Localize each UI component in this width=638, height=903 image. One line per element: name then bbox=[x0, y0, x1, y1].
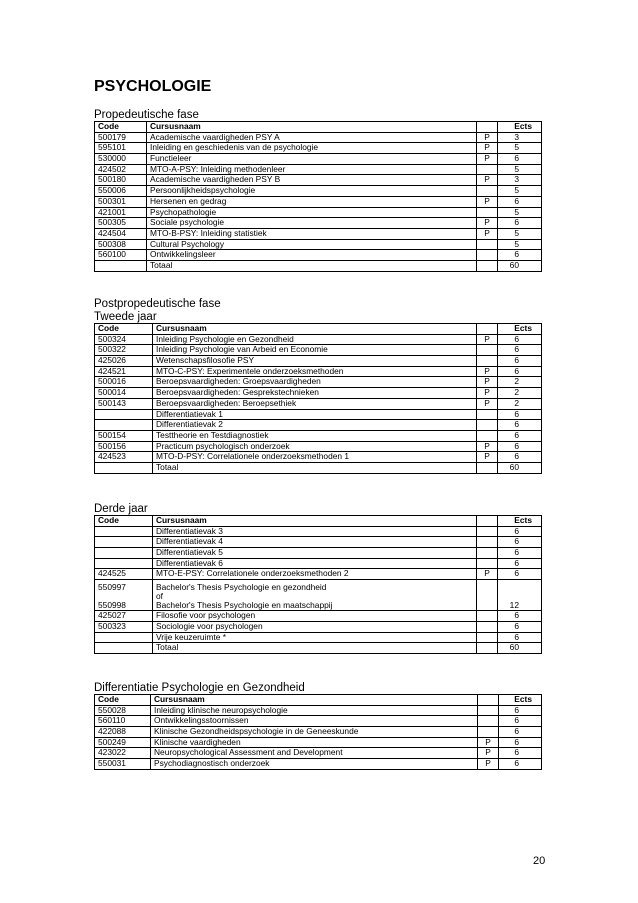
column-header-code: Code bbox=[95, 324, 153, 335]
section-title-tweede-jaar: Postpropedeutische fase bbox=[94, 298, 221, 310]
course-code: 560110 bbox=[95, 716, 151, 727]
course-name: Beroepsvaardigheden: Gesprekstechnieken bbox=[153, 388, 477, 399]
course-code bbox=[95, 537, 153, 548]
table-row bbox=[95, 632, 542, 643]
course-name: Totaal bbox=[153, 643, 477, 654]
table-row bbox=[95, 366, 542, 377]
table-row bbox=[95, 526, 542, 537]
course-code bbox=[95, 462, 153, 473]
course-table-differentiatie bbox=[94, 694, 542, 770]
course-code: 500301 bbox=[95, 196, 147, 207]
ects-value: 6 bbox=[498, 526, 542, 537]
table-row bbox=[95, 388, 542, 399]
course-code bbox=[95, 558, 153, 569]
course-code: 424504 bbox=[95, 228, 147, 239]
course-code: 500180 bbox=[95, 175, 147, 186]
page-number: 20 bbox=[533, 855, 546, 867]
course-code bbox=[95, 260, 147, 271]
ects-value: 6 bbox=[498, 334, 542, 345]
ects-value: 3 bbox=[498, 132, 542, 143]
propedeuse-marker: P bbox=[477, 377, 498, 388]
table-row bbox=[95, 462, 542, 473]
course-code: 500156 bbox=[95, 441, 153, 452]
ects-value: 6 bbox=[498, 452, 542, 463]
ects-value: 2 bbox=[498, 398, 542, 409]
course-name: Sociologie voor psychologen bbox=[153, 621, 477, 632]
ects-value: 6 bbox=[498, 548, 542, 559]
table-row bbox=[95, 621, 542, 632]
ects-value: 6 bbox=[499, 759, 542, 770]
column-header-p bbox=[478, 695, 499, 706]
propedeuse-marker bbox=[477, 239, 498, 250]
course-name: Differentiatievak 4 bbox=[153, 537, 477, 548]
table-row bbox=[95, 420, 542, 431]
course-name: Beroepsvaardigheden: Beroepsethiek bbox=[153, 398, 477, 409]
table-row bbox=[95, 737, 542, 748]
ects-value: 6 bbox=[498, 558, 542, 569]
ects-value: 6 bbox=[498, 420, 542, 431]
course-name: Bachelor's Thesis Psychologie en gezondheid of Bachelor's Thesis Psychologie en maatschappij bbox=[153, 580, 477, 611]
course-name: Differentiatievak 1 bbox=[153, 409, 477, 420]
table-row bbox=[95, 196, 542, 207]
course-code: 560100 bbox=[95, 250, 147, 261]
propedeuse-marker: P bbox=[478, 759, 499, 770]
course-code: 500249 bbox=[95, 737, 151, 748]
propedeuse-marker bbox=[477, 186, 498, 197]
course-code: 425026 bbox=[95, 356, 153, 367]
ects-value: 6 bbox=[499, 727, 542, 738]
column-header-ects: Ects bbox=[499, 695, 542, 706]
course-name: Sociale psychologie bbox=[147, 218, 477, 229]
column-header-name: Cursusnaam bbox=[153, 324, 477, 335]
table-row bbox=[95, 452, 542, 463]
course-name: Neuropsychological Assessment and Development bbox=[151, 748, 478, 759]
course-name: MTO-A-PSY: Inleiding methodenleer bbox=[147, 164, 477, 175]
course-code: 595101 bbox=[95, 143, 147, 154]
course-name: Differentiatievak 2 bbox=[153, 420, 477, 431]
ects-value: 6 bbox=[498, 621, 542, 632]
ects-value: 5 bbox=[498, 186, 542, 197]
section-title-derde-jaar: Derde jaar bbox=[94, 503, 148, 515]
table-row bbox=[95, 727, 542, 738]
course-name: Persoonlijkheidspsychologie bbox=[147, 186, 477, 197]
course-code: 500154 bbox=[95, 430, 153, 441]
course-name: Academische vaardigheden PSY B bbox=[147, 175, 477, 186]
propedeuse-marker bbox=[477, 164, 498, 175]
column-header-p bbox=[477, 122, 498, 133]
propedeuse-marker bbox=[477, 356, 498, 367]
ects-value: 6 bbox=[499, 705, 542, 716]
ects-value: 6 bbox=[498, 366, 542, 377]
ects-value: 3 bbox=[498, 175, 542, 186]
course-code bbox=[95, 420, 153, 431]
propedeuse-marker bbox=[477, 409, 498, 420]
course-code: 500323 bbox=[95, 621, 153, 632]
ects-value: 12 bbox=[498, 580, 542, 611]
propedeuse-marker: P bbox=[477, 441, 498, 452]
table-row bbox=[95, 705, 542, 716]
section-title-propedeuse: Propedeutische fase bbox=[94, 109, 199, 121]
propedeuse-marker: P bbox=[477, 452, 498, 463]
course-name: Ontwikkelingsstoornissen bbox=[151, 716, 478, 727]
table-header-row bbox=[95, 324, 542, 335]
course-name: Differentiatievak 3 bbox=[153, 526, 477, 537]
course-name: MTO-D-PSY: Correlationele onderzoeksmethoden 1 bbox=[153, 452, 477, 463]
course-code: 500308 bbox=[95, 239, 147, 250]
ects-value: 5 bbox=[498, 164, 542, 175]
table-row bbox=[95, 228, 542, 239]
propedeuse-marker: P bbox=[477, 569, 498, 580]
ects-value: 6 bbox=[498, 611, 542, 622]
course-code bbox=[95, 548, 153, 559]
propedeuse-marker bbox=[478, 716, 499, 727]
course-code bbox=[95, 632, 153, 643]
propedeuse-marker: P bbox=[477, 132, 498, 143]
course-name: Functieleer bbox=[147, 154, 477, 165]
course-code: 421001 bbox=[95, 207, 147, 218]
ects-value: 6 bbox=[499, 737, 542, 748]
table-row bbox=[95, 409, 542, 420]
propedeuse-marker bbox=[477, 420, 498, 431]
course-code: 423022 bbox=[95, 748, 151, 759]
section-title-differentiatie: Differentiatie Psychologie en Gezondheid bbox=[94, 682, 305, 694]
propedeuse-marker bbox=[477, 207, 498, 218]
course-name: Inleiding Psychologie en Gezondheid bbox=[153, 334, 477, 345]
column-header-name: Cursusnaam bbox=[153, 516, 477, 527]
column-header-name: Cursusnaam bbox=[147, 122, 477, 133]
table-row bbox=[95, 132, 542, 143]
propedeuse-marker bbox=[478, 727, 499, 738]
table-row bbox=[95, 345, 542, 356]
course-name: MTO-C-PSY: Experimentele onderzoeksmethoden bbox=[153, 366, 477, 377]
propedeuse-marker: P bbox=[478, 748, 499, 759]
course-name: Filosofie voor psychologen bbox=[153, 611, 477, 622]
course-code: 500143 bbox=[95, 398, 153, 409]
table-row bbox=[95, 250, 542, 261]
propedeuse-marker: P bbox=[477, 398, 498, 409]
table-row bbox=[95, 334, 542, 345]
table-row bbox=[95, 377, 542, 388]
propedeuse-marker bbox=[477, 260, 498, 271]
course-code: 550031 bbox=[95, 759, 151, 770]
table-row bbox=[95, 441, 542, 452]
course-name: MTO-B-PSY: Inleiding statistiek bbox=[147, 228, 477, 239]
table-row bbox=[95, 537, 542, 548]
course-code: 424502 bbox=[95, 164, 147, 175]
course-name: Totaal bbox=[153, 462, 477, 473]
table-row bbox=[95, 759, 542, 770]
course-name: Vrije keuzeruimte * bbox=[153, 632, 477, 643]
propedeuse-marker bbox=[477, 548, 498, 559]
course-code bbox=[95, 409, 153, 420]
propedeuse-marker: P bbox=[477, 196, 498, 207]
propedeuse-marker bbox=[477, 537, 498, 548]
ects-value: 6 bbox=[499, 716, 542, 727]
propedeuse-marker: P bbox=[477, 334, 498, 345]
ects-value: 5 bbox=[498, 239, 542, 250]
column-header-p bbox=[477, 324, 498, 335]
column-header-ects: Ects bbox=[498, 324, 542, 335]
ects-value: 60 bbox=[498, 260, 542, 271]
ects-value: 6 bbox=[498, 196, 542, 207]
course-code: 530000 bbox=[95, 154, 147, 165]
course-code: 500179 bbox=[95, 132, 147, 143]
course-name: Beroepsvaardigheden: Groepsvaardigheden bbox=[153, 377, 477, 388]
ects-value: 6 bbox=[498, 430, 542, 441]
column-header-name: Cursusnaam bbox=[151, 695, 478, 706]
propedeuse-marker bbox=[477, 430, 498, 441]
ects-value: 6 bbox=[498, 632, 542, 643]
ects-value: 60 bbox=[498, 462, 542, 473]
course-name: MTO-E-PSY: Correlationele onderzoeksmethoden 2 bbox=[153, 569, 477, 580]
ects-value: 2 bbox=[498, 377, 542, 388]
course-name: Hersenen en gedrag bbox=[147, 196, 477, 207]
ects-value: 6 bbox=[498, 441, 542, 452]
table-row bbox=[95, 748, 542, 759]
propedeuse-marker bbox=[477, 643, 498, 654]
ects-value: 6 bbox=[498, 154, 542, 165]
course-name: Psychodiagnostisch onderzoek bbox=[151, 759, 478, 770]
course-name: Inleiding klinische neuropsychologie bbox=[151, 705, 478, 716]
table-row bbox=[95, 260, 542, 271]
course-code: 424523 bbox=[95, 452, 153, 463]
course-code: 424525 bbox=[95, 569, 153, 580]
ects-value: 6 bbox=[498, 356, 542, 367]
table-row bbox=[95, 398, 542, 409]
propedeuse-marker bbox=[477, 250, 498, 261]
ects-value: 6 bbox=[498, 218, 542, 229]
propedeuse-marker: P bbox=[477, 228, 498, 239]
course-name: Psychopathologie bbox=[147, 207, 477, 218]
column-header-code: Code bbox=[95, 516, 153, 527]
ects-value: 60 bbox=[498, 643, 542, 654]
course-table-tweede-jaar bbox=[94, 323, 542, 474]
ects-value: 6 bbox=[499, 748, 542, 759]
course-name: Klinische Gezondheidspsychologie in de Geneeskunde bbox=[151, 727, 478, 738]
ects-value: 6 bbox=[498, 409, 542, 420]
table-header-row bbox=[95, 516, 542, 527]
propedeuse-marker bbox=[477, 462, 498, 473]
course-code: 500305 bbox=[95, 218, 147, 229]
course-name: Inleiding Psychologie van Arbeid en Economie bbox=[153, 345, 477, 356]
table-row bbox=[95, 558, 542, 569]
course-name: Klinische vaardigheden bbox=[151, 737, 478, 748]
course-code: 425027 bbox=[95, 611, 153, 622]
course-code: 500322 bbox=[95, 345, 153, 356]
propedeuse-marker bbox=[477, 558, 498, 569]
course-name: Differentiatievak 6 bbox=[153, 558, 477, 569]
table-row bbox=[95, 430, 542, 441]
table-row bbox=[95, 143, 542, 154]
ects-value: 2 bbox=[498, 388, 542, 399]
table-row bbox=[95, 611, 542, 622]
ects-value: 5 bbox=[498, 207, 542, 218]
section-title-tweede-jaar-1: Tweede jaar bbox=[94, 311, 157, 323]
ects-value: 5 bbox=[498, 143, 542, 154]
course-name: Differentiatievak 5 bbox=[153, 548, 477, 559]
course-code: 550006 bbox=[95, 186, 147, 197]
propedeuse-marker: P bbox=[477, 366, 498, 377]
page-title: PSYCHOLOGIE bbox=[94, 78, 212, 95]
propedeuse-marker bbox=[477, 621, 498, 632]
table-header-row bbox=[95, 122, 542, 133]
propedeuse-marker: P bbox=[477, 218, 498, 229]
course-code: 500324 bbox=[95, 334, 153, 345]
ects-value: 6 bbox=[498, 345, 542, 356]
propedeuse-marker bbox=[477, 611, 498, 622]
propedeuse-marker bbox=[477, 526, 498, 537]
propedeuse-marker bbox=[477, 345, 498, 356]
propedeuse-marker: P bbox=[477, 154, 498, 165]
table-row bbox=[95, 716, 542, 727]
course-table-derde-jaar bbox=[94, 515, 542, 654]
propedeuse-marker: P bbox=[477, 143, 498, 154]
ects-value: 6 bbox=[498, 537, 542, 548]
course-name: Cultural Psychology bbox=[147, 239, 477, 250]
course-code: 550997 550998 bbox=[95, 580, 153, 611]
column-header-ects: Ects bbox=[498, 516, 542, 527]
propedeuse-marker: P bbox=[477, 175, 498, 186]
course-name: Ontwikkelingsleer bbox=[147, 250, 477, 261]
table-row bbox=[95, 175, 542, 186]
course-code: 500014 bbox=[95, 388, 153, 399]
course-name: Academische vaardigheden PSY A bbox=[147, 132, 477, 143]
course-code: 550028 bbox=[95, 705, 151, 716]
propedeuse-marker: P bbox=[477, 388, 498, 399]
course-code: 500016 bbox=[95, 377, 153, 388]
table-row bbox=[95, 186, 542, 197]
propedeuse-marker bbox=[477, 632, 498, 643]
table-row bbox=[95, 218, 542, 229]
table-row bbox=[95, 154, 542, 165]
course-name: Practicum psychologisch onderzoek bbox=[153, 441, 477, 452]
course-name: Testtheorie en Testdiagnostiek bbox=[153, 430, 477, 441]
propedeuse-marker bbox=[477, 580, 498, 611]
table-row bbox=[95, 356, 542, 367]
course-table-propedeuse bbox=[94, 121, 542, 272]
course-code bbox=[95, 643, 153, 654]
ects-value: 6 bbox=[498, 250, 542, 261]
course-name: Inleiding en geschiedenis van de psychologie bbox=[147, 143, 477, 154]
table-row bbox=[95, 164, 542, 175]
propedeuse-marker: P bbox=[478, 737, 499, 748]
table-row bbox=[95, 643, 542, 654]
table-row bbox=[95, 207, 542, 218]
column-header-ects: Ects bbox=[498, 122, 542, 133]
course-code: 424521 bbox=[95, 366, 153, 377]
table-row bbox=[95, 548, 542, 559]
ects-value: 5 bbox=[498, 228, 542, 239]
table-row bbox=[95, 239, 542, 250]
column-header-code: Code bbox=[95, 122, 147, 133]
course-name: Wetenschapsfilosofie PSY bbox=[153, 356, 477, 367]
propedeuse-marker bbox=[478, 705, 499, 716]
course-name: Totaal bbox=[147, 260, 477, 271]
table-header-row bbox=[95, 695, 542, 706]
table-row bbox=[95, 569, 542, 580]
course-code bbox=[95, 526, 153, 537]
ects-value: 6 bbox=[498, 569, 542, 580]
table-row bbox=[95, 580, 542, 611]
column-header-code: Code bbox=[95, 695, 151, 706]
column-header-p bbox=[477, 516, 498, 527]
course-code: 422088 bbox=[95, 727, 151, 738]
